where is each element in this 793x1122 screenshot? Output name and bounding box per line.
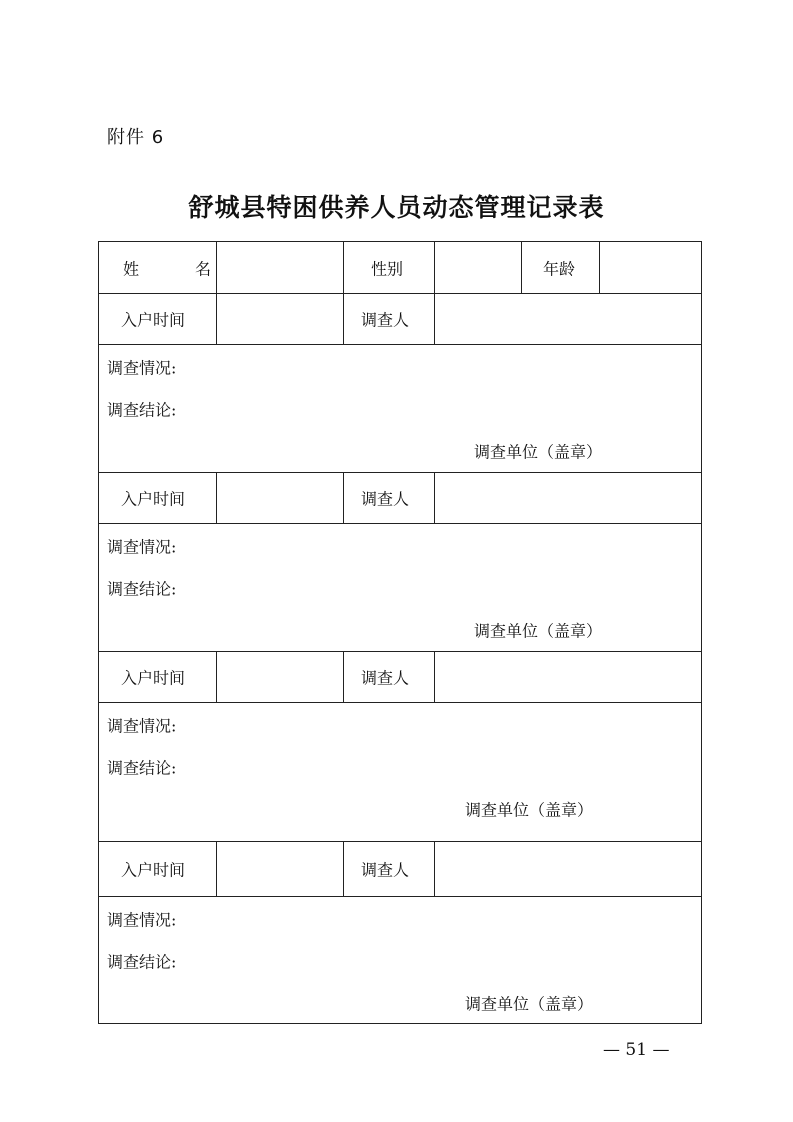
column-divider [216, 472, 217, 523]
situation-label: 调查情况: [107, 910, 177, 930]
row-divider [99, 344, 701, 345]
unit-seal-label: 调查单位（盖章） [465, 994, 594, 1014]
column-divider [216, 841, 217, 896]
conclusion-label: 调查结论: [107, 952, 177, 972]
unit-seal-label: 调查单位（盖章） [474, 621, 603, 641]
situation-label: 调查情况: [107, 716, 177, 736]
column-divider [434, 293, 435, 344]
row-divider [99, 896, 701, 897]
conclusion-label: 调查结论: [107, 579, 177, 599]
column-divider [521, 242, 522, 293]
row-divider [99, 841, 701, 842]
situation-label: 调查情况: [107, 358, 177, 378]
row-divider [99, 651, 701, 652]
unit-seal-label: 调查单位（盖章） [465, 800, 594, 820]
unit-seal-label: 调查单位（盖章） [474, 442, 603, 462]
gender-label: 性别 [371, 259, 404, 279]
conclusion-label: 调查结论: [107, 758, 177, 778]
page-number: — 51 — [603, 1040, 670, 1060]
column-divider [599, 242, 600, 293]
column-divider [434, 841, 435, 896]
visit-time-label: 入户时间 [121, 310, 186, 330]
column-divider [343, 242, 344, 293]
page-title: 舒城县特困供养人员动态管理记录表 [188, 193, 605, 222]
row-divider [99, 523, 701, 524]
column-divider [434, 472, 435, 523]
investigator-label: 调查人 [361, 668, 410, 688]
situation-label: 调查情况: [107, 537, 177, 557]
column-divider [343, 841, 344, 896]
visit-time-label: 入户时间 [121, 860, 186, 880]
column-divider [343, 651, 344, 702]
investigator-label: 调查人 [361, 310, 410, 330]
attachment-label: 附件 6 [107, 127, 165, 148]
column-divider [343, 293, 344, 344]
conclusion-label: 调查结论: [107, 400, 177, 420]
investigator-label: 调查人 [361, 860, 410, 880]
visit-time-label: 入户时间 [121, 489, 186, 509]
column-divider [434, 242, 435, 293]
column-divider [434, 651, 435, 702]
visit-time-label: 入户时间 [121, 668, 186, 688]
age-label: 年龄 [543, 259, 576, 279]
row-divider [99, 293, 701, 294]
column-divider [216, 651, 217, 702]
column-divider [343, 472, 344, 523]
row-divider [99, 702, 701, 703]
column-divider [216, 293, 217, 344]
investigator-label: 调查人 [361, 489, 410, 509]
record-form-table [98, 241, 702, 1024]
row-divider [99, 472, 701, 473]
name-label: 姓 名 [123, 259, 232, 279]
